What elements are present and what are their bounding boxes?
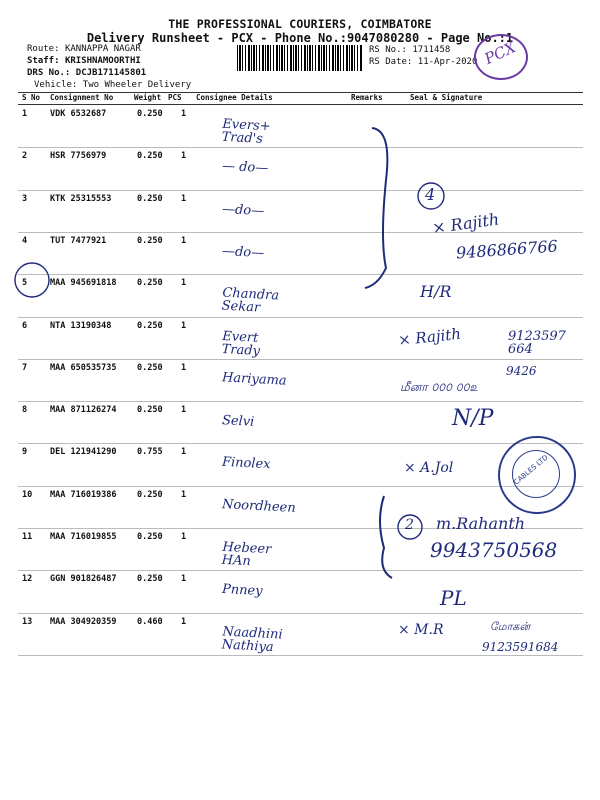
- signature-5: m.Rahanth: [436, 514, 526, 533]
- row-pcs: 1: [181, 362, 187, 373]
- col-consignment: Consignment No: [50, 93, 114, 102]
- col-seal: Seal & Signature: [410, 93, 483, 102]
- row-consignment-no: VDK 6532687: [50, 109, 107, 119]
- col-pcs: PCS: [168, 93, 182, 102]
- row-weight: 0.250: [137, 362, 163, 373]
- row-sno: 4: [22, 235, 28, 246]
- row-consignee-handwriting: Noordheen: [221, 496, 297, 516]
- row-consignee-handwriting: Evers+ Trad's: [221, 116, 272, 147]
- drs-label: DRS No.:: [27, 68, 71, 78]
- row-weight: 0.250: [137, 320, 163, 331]
- signature-6b: மோகன்: [490, 620, 531, 633]
- row-consignment-no: MAA 650535735: [50, 362, 117, 373]
- remark-pl: PL: [440, 586, 467, 610]
- row-pcs: 1: [181, 151, 187, 162]
- row-weight: 0.250: [137, 532, 163, 542]
- row-sno: 6: [22, 320, 28, 331]
- row-consignment-no: TUT 7477921: [50, 235, 107, 246]
- row-consignment-no: DEL 121941290: [50, 447, 117, 458]
- row-pcs: 1: [181, 489, 187, 500]
- rs-no-label: RS No.:: [369, 45, 407, 55]
- row-sno: 11: [22, 532, 33, 542]
- row-consignee-handwriting: Pnney: [221, 582, 263, 600]
- signature-1: × Rajith: [431, 209, 501, 238]
- row-pcs: 1: [181, 405, 187, 416]
- row-consignee-handwriting: Hebeer HAn: [221, 539, 272, 570]
- row-sno: 2: [22, 151, 28, 162]
- route-label: Route:: [27, 44, 60, 54]
- row-consignee-handwriting: Hariyama: [221, 370, 287, 389]
- company-title: THE PROFESSIONAL COURIERS, COIMBATORE: [168, 17, 432, 31]
- row-sno: 3: [22, 193, 28, 204]
- row-consignment-no: MAA 304920359: [50, 616, 117, 627]
- row-pcs: 1: [181, 193, 187, 204]
- row-weight: 0.250: [137, 405, 163, 416]
- company-seal-text: CABLES LTD: [512, 453, 550, 487]
- row-consignee-handwriting: Evert Trady: [221, 328, 261, 359]
- staff-value: KRISHNAMOORTHI: [64, 56, 141, 66]
- row-consignee-handwriting: Naadhini Nathiya: [221, 624, 283, 655]
- rs-date-label: RS Date:: [369, 57, 413, 67]
- remark-np: N/P: [452, 406, 494, 431]
- group1-count: 4: [425, 185, 436, 204]
- route-value: KANNAPPA NAGAR: [64, 44, 141, 54]
- row-weight: 0.250: [137, 278, 163, 289]
- row-pcs: 1: [181, 616, 187, 627]
- phone-5: 9943750568: [430, 538, 558, 562]
- row-weight: 0.250: [137, 489, 163, 500]
- row-weight: 0.250: [137, 235, 163, 246]
- row-sno: 10: [22, 489, 33, 500]
- drs-value: DCJB171145801: [75, 68, 147, 78]
- rs-no-value: 1711458: [412, 45, 451, 55]
- phone-6: 9123591684: [482, 640, 559, 654]
- row-weight: 0.755: [137, 447, 163, 458]
- remark-hr: H/R: [420, 282, 452, 301]
- signature-2: × Rajith: [397, 324, 462, 350]
- row-consignment-no: GGN 901826487: [50, 574, 117, 585]
- signature-4: × A.Jol: [404, 460, 454, 476]
- row-consignee-handwriting: Chandra Sekar: [221, 285, 280, 316]
- row-pcs: 1: [181, 532, 187, 542]
- row-consignee-handwriting: —do—: [221, 243, 265, 261]
- row-sno: 13: [22, 616, 33, 627]
- row-weight: 0.460: [137, 616, 163, 627]
- row-pcs: 1: [181, 278, 187, 289]
- row-pcs: 1: [181, 447, 187, 458]
- row-weight: 0.250: [137, 193, 163, 204]
- vehicle-value: Two Wheeler Delivery: [82, 80, 192, 90]
- row-pcs: 1: [181, 574, 187, 585]
- row-sno: 7: [22, 362, 28, 373]
- signature-6: × M.R: [398, 622, 444, 638]
- brace-group-2: [380, 496, 392, 578]
- row-consignment-no: MAA 716019855: [50, 532, 117, 542]
- phone-1: 9486866766: [455, 236, 559, 263]
- sno5-circle: [15, 263, 49, 297]
- row-consignment-no: MAA 716019386: [50, 489, 117, 500]
- runsheet-subtitle: Delivery Runsheet - PCX - Phone No.:9047080280 - Page No.:1: [86, 31, 514, 45]
- staff-label: Staff:: [27, 56, 60, 66]
- row-consignee-handwriting: Selvi: [221, 413, 255, 430]
- phone-2: 9123597 664: [508, 329, 566, 357]
- row-weight: 0.250: [137, 574, 163, 585]
- col-sno: S No: [22, 93, 41, 102]
- company-seal: [498, 436, 576, 514]
- col-remarks: Remarks: [351, 93, 383, 102]
- row-consignee-handwriting: —do—: [221, 201, 265, 219]
- pcx-stamp-text: PCX: [481, 38, 519, 68]
- row-consignment-no: HSR 7756979: [50, 151, 107, 162]
- vehicle-label: Vehicle:: [34, 80, 78, 90]
- row-pcs: 1: [181, 109, 187, 119]
- row-consignment-no: MAA 871126274: [50, 405, 117, 416]
- row-consignment-no: NTA 13190348: [50, 320, 112, 331]
- group2-count: 2: [405, 517, 414, 533]
- row-weight: 0.250: [137, 109, 163, 119]
- row-consignee-handwriting: Finolex: [221, 455, 271, 473]
- rs-date-value: 11-Apr-2020: [417, 57, 478, 67]
- row-sno: 12: [22, 574, 33, 585]
- signature-3: மீனா ௦௦௦ ௦௦௨: [400, 380, 478, 394]
- row-sno: 1: [22, 109, 28, 119]
- row-consignment-no: MAA 945691818: [50, 278, 117, 289]
- col-consignee: Consignee Details: [196, 93, 273, 102]
- row-consignment-no: KTK 25315553: [50, 193, 112, 204]
- row-consignee-handwriting: — do—: [221, 159, 269, 177]
- row-sno: 5: [22, 278, 28, 289]
- phone-3: 9426: [506, 364, 537, 378]
- row-pcs: 1: [181, 235, 187, 246]
- row-sno: 8: [22, 405, 28, 416]
- col-weight: Weight: [134, 93, 162, 102]
- row-sno: 9: [22, 447, 28, 458]
- row-weight: 0.250: [137, 151, 163, 162]
- row-pcs: 1: [181, 320, 187, 331]
- brace-group-1: [365, 128, 387, 288]
